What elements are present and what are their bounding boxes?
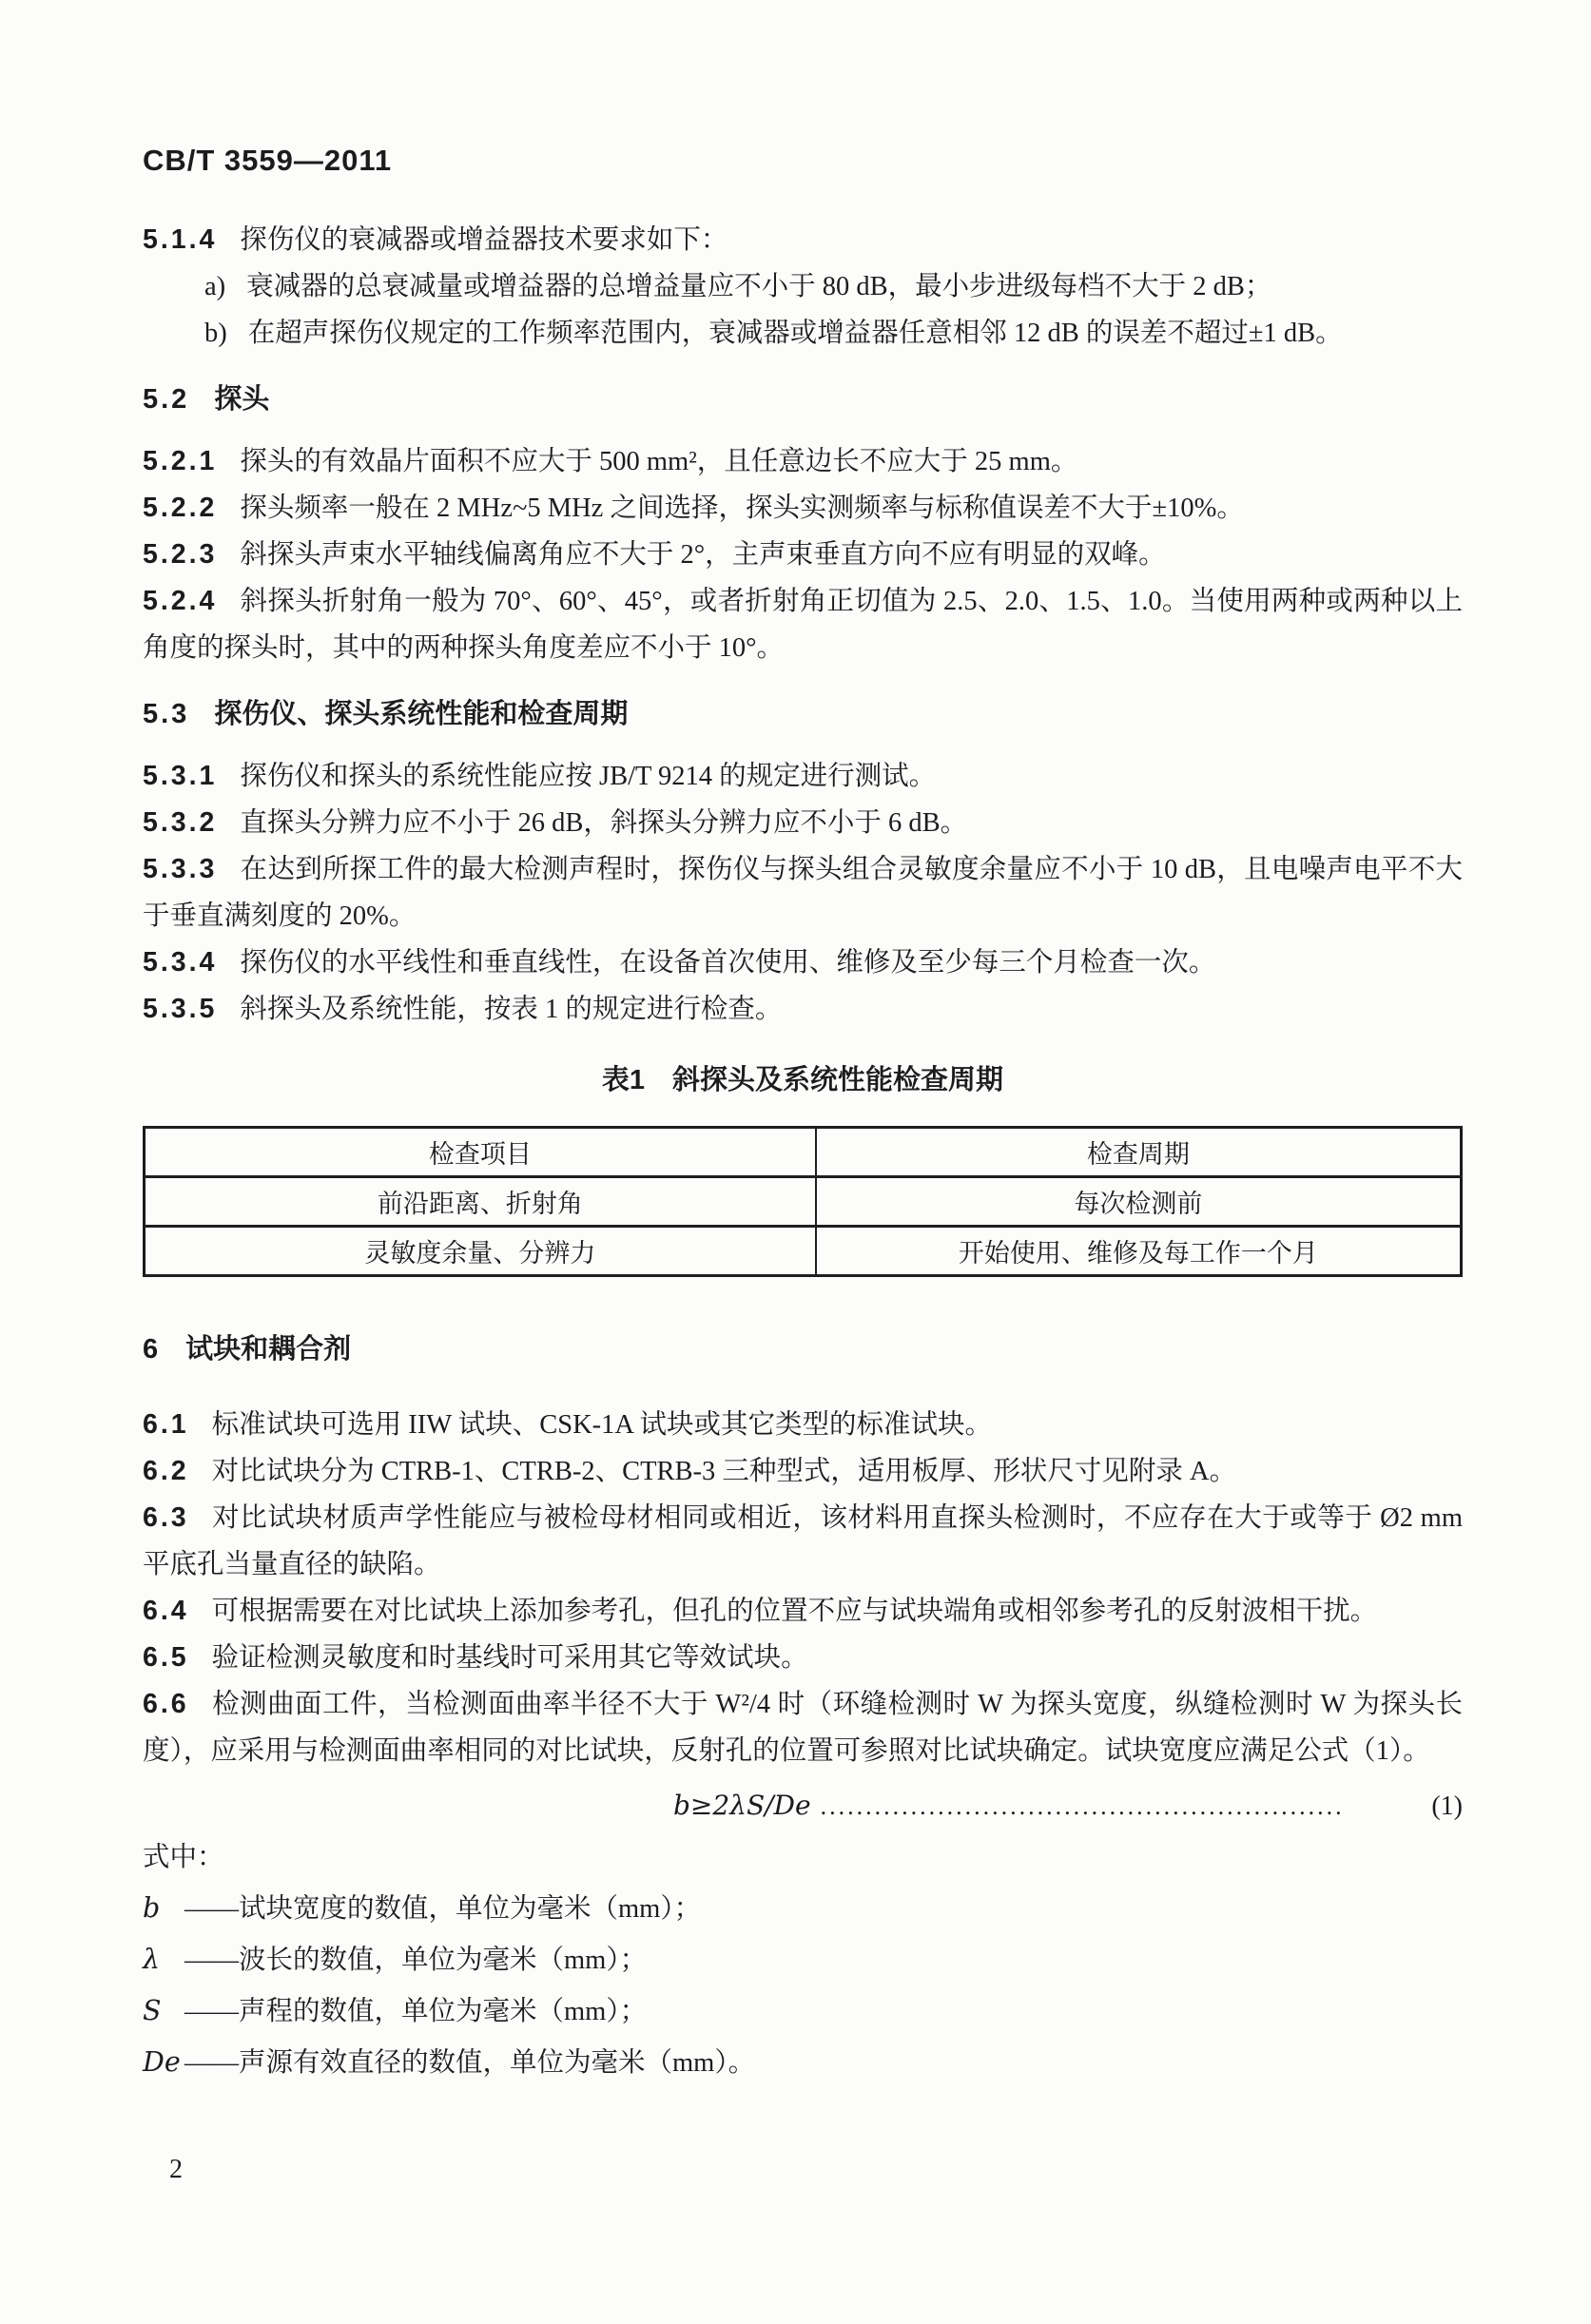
- formula-1: [143, 1782, 1463, 1830]
- clause-number: 5.2.4: [143, 586, 218, 616]
- heading-number: 5.3: [143, 699, 190, 729]
- clause-5-2-1: [143, 438, 1463, 485]
- symbol: b: [143, 1892, 161, 1924]
- table-header-cell: 检查项目: [145, 1128, 816, 1177]
- symbol: λ: [143, 1944, 161, 1975]
- table-row: [145, 1227, 1462, 1276]
- formula-expression: b≥2λS/De: [673, 1790, 811, 1821]
- clause-number: 5.3.2: [143, 807, 218, 838]
- clause-text: 斜探头及系统性能，按表 1 的规定进行检查。: [240, 995, 783, 1024]
- clause-text: 探伤仪的水平线性和垂直线性，在设备首次使用、维修及至少每三个月检查一次。: [240, 948, 1216, 978]
- clause-number: 5.2.3: [143, 539, 218, 570]
- table1-caption: 表1 斜探头及系统性能检查周期: [601, 1065, 1004, 1095]
- clause-5-2-2: [143, 485, 1463, 532]
- definition-item: [143, 1934, 1463, 1985]
- clause-text: 检测曲面工件，当检测面曲率半径不大于 W²/4 时（环缝检测时 W 为探头宽度，纵缝检测时 W 为探头长度），应采用与检测面曲率相同的对比试块，反射孔的位置可参照对比试块确定。试块宽度应满足公式（1）。: [143, 1690, 1463, 1766]
- clause-text: 探伤仪和探头的系统性能应按 JB/T 9214 的规定进行测试。: [240, 762, 937, 791]
- standard-code: CB/T 3559—2011: [143, 144, 393, 177]
- symbol: De: [143, 2046, 181, 2078]
- heading-number: 5.2: [143, 384, 190, 415]
- clause-5-3-2: [143, 800, 1463, 846]
- clause-number: 5.3.4: [143, 947, 218, 978]
- definition-item: [143, 1883, 1463, 1934]
- clause-6-1: [143, 1402, 1463, 1448]
- table-header-cell: 检查周期: [816, 1128, 1462, 1177]
- table-cell: 前沿距离、折射角: [145, 1177, 816, 1227]
- list-item-label: a): [204, 272, 226, 301]
- table-header-row: [145, 1128, 1462, 1177]
- clause-number: 6.5: [143, 1642, 189, 1673]
- list-item-text: 衰减器的总衰减量或增益器的总增益量应不小于 80 dB，最小步进级每档不大于 2 dB；: [246, 272, 1272, 301]
- clause-number: 5.3.1: [143, 761, 218, 791]
- where-label: 式中：: [143, 1843, 224, 1872]
- heading-6: [143, 1327, 1463, 1373]
- clause-number: 6.1: [143, 1409, 189, 1440]
- clause-number: 5.1.4: [143, 224, 218, 255]
- clause-number: 6.4: [143, 1596, 189, 1626]
- table-cell: 每次检测前: [816, 1177, 1462, 1227]
- clause-text: 可根据需要在对比试块上添加参考孔，但孔的位置不应与试块端角或相邻参考孔的反射波相干扰。: [211, 1597, 1378, 1626]
- symbol-description: ——声程的数值，单位为毫米（mm）；: [184, 1997, 648, 2026]
- formula-number: (1): [1431, 1791, 1463, 1821]
- clause-5-3-5: [143, 986, 1463, 1033]
- clause-number: 5.3.5: [143, 994, 218, 1024]
- clause-number: 5.3.3: [143, 854, 218, 884]
- sub-item-list: [143, 263, 1463, 357]
- definition-item: [143, 1985, 1463, 2037]
- clause-6-3: [143, 1495, 1463, 1588]
- heading-number: 6: [143, 1334, 162, 1365]
- symbol-description: ——声源有效直径的数值，单位为毫米（mm）。: [184, 2048, 756, 2078]
- heading-5-3: [143, 691, 1463, 738]
- heading-title: 试块和耦合剂: [185, 1334, 352, 1365]
- clause-number: 5.2.2: [143, 493, 218, 523]
- clause-6-5: [143, 1635, 1463, 1681]
- clause-text: 验证检测灵敏度和时基线时可采用其它等效试块。: [211, 1643, 808, 1673]
- formula-dot-leader: ..........................................................: [820, 1792, 1345, 1820]
- list-item-b: [204, 310, 1463, 357]
- clause-number: 6.6: [143, 1689, 189, 1719]
- list-item-label: b): [204, 319, 227, 348]
- clause-text: 探头的有效晶片面积不应大于 500 mm²，且任意边长不应大于 25 mm。: [240, 447, 1078, 476]
- clause-5-3-4: [143, 939, 1463, 986]
- symbol-description: ——波长的数值，单位为毫米（mm）；: [184, 1946, 648, 1975]
- table-row: [145, 1177, 1462, 1227]
- clause-5-2-4: [143, 578, 1463, 671]
- symbol-definitions: [143, 1883, 1463, 2088]
- clause-text: 斜探头折射角一般为 70°、60°、45°，或者折射角正切值为 2.5、2.0、1.5、1.0。当使用两种或两种以上角度的探头时，其中的两种探头角度差应不小于 10°。: [143, 587, 1463, 663]
- heading-5-2: [143, 377, 1463, 423]
- clause-text: 探伤仪的衰减器或增益器技术要求如下：: [240, 225, 728, 255]
- table-cell: 开始使用、维修及每工作一个月: [816, 1227, 1462, 1276]
- clause-5-3-3: [143, 846, 1463, 939]
- clause-text: 斜探头声束水平轴线偏离角应不大于 2°，主声束垂直方向不应有明显的双峰。: [240, 540, 1166, 570]
- symbol-description: ——试块宽度的数值，单位为毫米（mm）；: [184, 1894, 702, 1924]
- clause-text: 直探头分辨力应不小于 26 dB，斜探头分辨力应不小于 6 dB。: [240, 808, 968, 838]
- clause-6-4: [143, 1588, 1463, 1635]
- table-cell: 灵敏度余量、分辨力: [145, 1227, 816, 1276]
- clause-5-3-1: [143, 753, 1463, 800]
- clause-number: 5.2.1: [143, 446, 218, 476]
- page-number: 2: [169, 2155, 183, 2184]
- clause-text: 在达到所探工件的最大检测声程时，探伤仪与探头组合灵敏度余量应不小于 10 dB，且电噪声电平不大于垂直满刻度的 20%。: [143, 855, 1463, 931]
- list-item-text: 在超声探伤仪规定的工作频率范围内，衰减器或增益器任意相邻 12 dB 的误差不超过±1 dB。: [247, 319, 1343, 348]
- heading-title: 探伤仪、探头系统性能和检查周期: [214, 699, 629, 729]
- clause-5-2-3: [143, 532, 1463, 578]
- table1: [143, 1126, 1463, 1277]
- definition-item: [143, 2037, 1463, 2088]
- clause-6-6: [143, 1681, 1463, 1774]
- clause-number: 6.2: [143, 1456, 189, 1486]
- clause-text: 对比试块分为 CTRB-1、CTRB-2、CTRB-3 三种型式，适用板厚、形状尺寸见附录 A。: [211, 1457, 1237, 1486]
- clause-text: 标准试块可选用 IIW 试块、CSK-1A 试块或其它类型的标准试块。: [211, 1410, 993, 1440]
- clause-text: 探头频率一般在 2 MHz~5 MHz 之间选择，探头实测频率与标称值误差不大于±10%。: [240, 494, 1244, 523]
- list-item-a: [204, 263, 1463, 310]
- clause-text: 对比试块材质声学性能应与被检母材相同或相近，该材料用直探头检测时，不应存在大于或等于 Ø2 mm 平底孔当量直径的缺陷。: [143, 1503, 1463, 1579]
- clause-number: 6.3: [143, 1502, 189, 1533]
- clause-6-2: [143, 1448, 1463, 1495]
- symbol: S: [143, 1995, 162, 2026]
- heading-title: 探头: [214, 384, 270, 415]
- clause-5-1-4: [143, 217, 1463, 263]
